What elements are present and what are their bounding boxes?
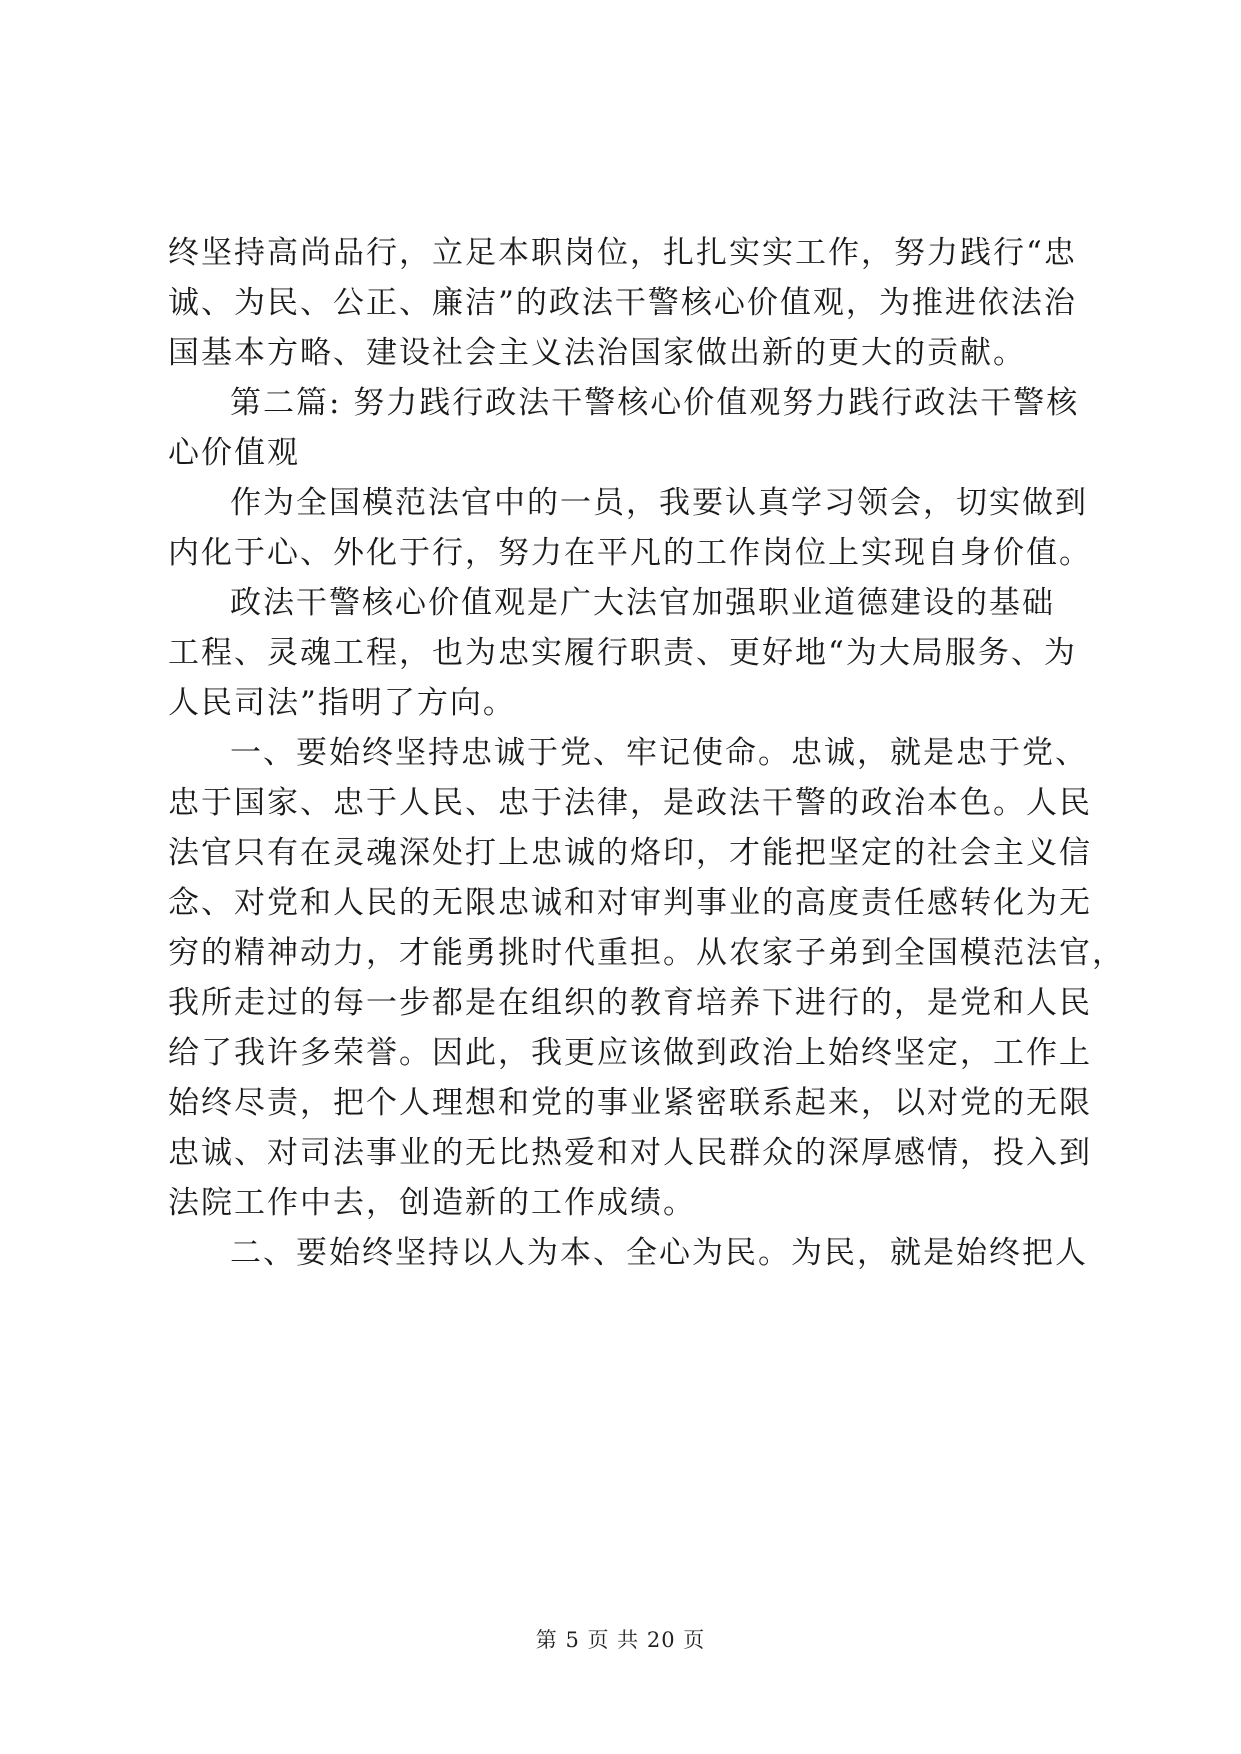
paragraph (168, 578, 1078, 728)
document-body (168, 228, 1125, 1278)
text-line: 诚、为民、公正、廉洁”的政法干警核心价值观，为推进依法治 (168, 285, 1077, 321)
text-line: 内化于心、外化于行，努力在平凡的工作岗位上实现自身价值。 (168, 535, 1092, 571)
text-line: 工程、灵魂工程，也为忠实履行职责、更好地“为大局服务、为 (168, 635, 1077, 671)
text-line: 第二篇: 努力践行政法干警核心价值观努力践行政法干警核 (230, 385, 1080, 421)
text-line: 法院工作中去，创造新的工作成绩。 (168, 1185, 696, 1221)
section-heading (168, 378, 1078, 478)
paragraph-continuation (168, 228, 1078, 378)
text-line: 终坚持高尚品行，立足本职岗位，扎扎实实工作，努力践行“忠 (168, 235, 1077, 271)
text-line: 一、要始终坚持忠诚于党、牢记使命。忠诚，就是忠于党、 (230, 735, 1088, 771)
paragraph (168, 1228, 1088, 1278)
text-line: 穷的精神动力，才能勇挑时代重担。从农家子弟到全国模范法官， (168, 935, 1125, 971)
paragraph (168, 478, 1092, 578)
text-line: 二、要始终坚持以人为本、全心为民。为民，就是始终把人 (230, 1235, 1088, 1271)
text-line: 始终尽责，把个人理想和党的事业紧密联系起来，以对党的无限 (168, 1085, 1092, 1121)
text-line: 心价值观 (168, 435, 300, 471)
text-line: 忠诚、对司法事业的无比热爱和对人民群众的深厚感情，投入到 (168, 1135, 1092, 1171)
text-line: 给了我许多荣誉。因此，我更应该做到政治上始终坚定，工作上 (168, 1035, 1092, 1071)
text-line: 政法干警核心价值观是广大法官加强职业道德建设的基础 (230, 585, 1055, 621)
text-line: 我所走过的每一步都是在组织的教育培养下进行的，是党和人民 (168, 985, 1092, 1021)
text-line: 国基本方略、建设社会主义法治国家做出新的更大的贡献。 (168, 335, 1026, 371)
text-line: 作为全国模范法官中的一员，我要认真学习领会，切实做到 (230, 485, 1088, 521)
paragraph (168, 728, 1125, 1228)
text-line: 人民司法”指明了方向。 (168, 685, 516, 721)
text-line: 念、对党和人民的无限忠诚和对审判事业的高度责任感转化为无 (168, 885, 1092, 921)
page-footer: 第 5 页 共 20 页 (535, 1628, 706, 1652)
text-line: 法官只有在灵魂深处打上忠诚的烙印，才能把坚定的社会主义信 (168, 835, 1092, 871)
text-line: 忠于国家、忠于人民、忠于法律，是政法干警的政治本色。人民 (168, 785, 1092, 821)
